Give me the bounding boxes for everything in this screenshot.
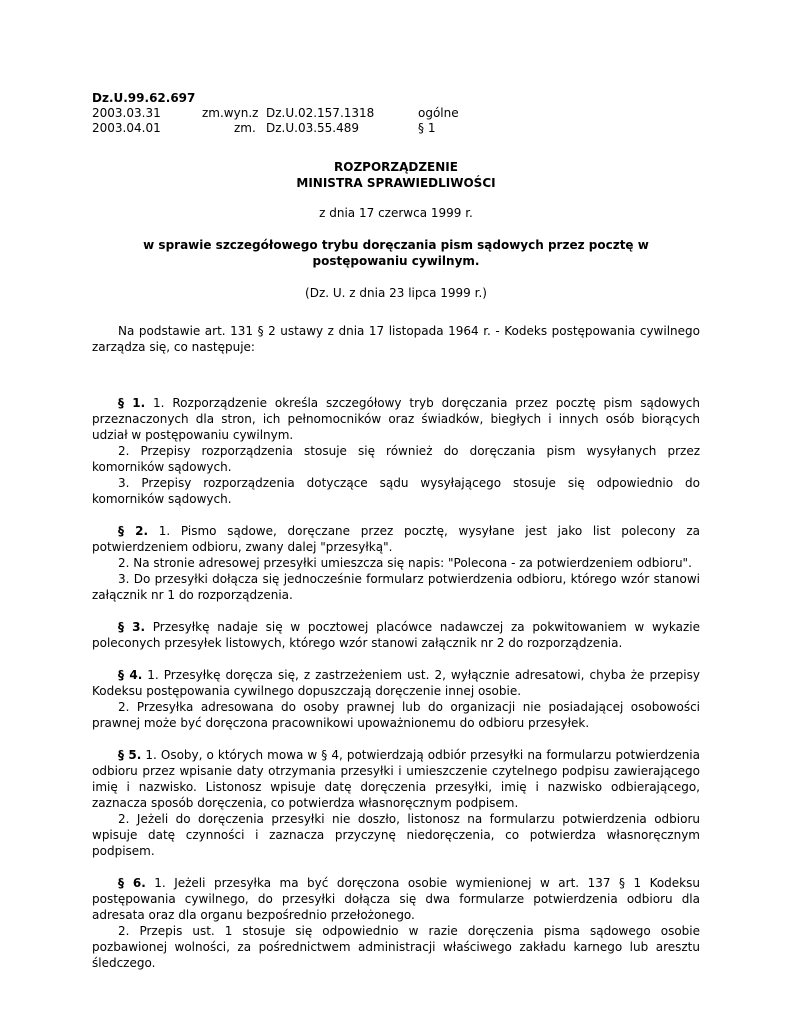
paragraph-text: 1. Jeżeli przesyłka ma być doręczona osobie wymienionej w art. 137 § 1 Kodeksu postępowania cywilnego, do przesyłki dołącza się dwa formularze potwierdzenia odbioru dla adresata oraz dla organu bezpośrednio przełożonego. — [92, 876, 700, 922]
amendment-date: 2003.03.31 — [92, 106, 161, 120]
amendment-row — [92, 121, 700, 136]
paragraph-text: 2. Na stronie adresowej przesyłki umieszcza się napis: "Polecona - za potwierdzeniem odbioru". — [118, 556, 692, 570]
section-number: § 3. — [118, 620, 146, 634]
section-number: § 4. — [118, 668, 143, 682]
paragraph-text: 2. Przepisy rozporządzenia stosuje się również do doręczania pism wysyłanych przez komorników sądowych. — [92, 444, 700, 474]
paragraph-text: 1. Przesyłkę doręcza się, z zastrzeżeniem ust. 2, wyłącznie adresatowi, chyba że przepisy Kodeksu postępowania cywilnego dopuszczają doręczenie innej osobie. — [92, 668, 700, 698]
section-number: § 1. — [118, 396, 146, 410]
act-type-line: ROZPORZĄDZENIE — [334, 160, 458, 174]
paragraph — [92, 875, 700, 923]
preamble: Na podstawie art. 131 § 2 ustawy z dnia 17 listopada 1964 r. - Kodeks postępowania cywilnego zarządza się, co następuje: — [92, 324, 700, 354]
paragraph-text: 3. Przepisy rozporządzenia dotyczące sądu wysyłającego stosuje się odpowiednio do komorników sądowych. — [92, 476, 700, 506]
amendment-source: Dz.U.02.157.1318 — [266, 106, 375, 120]
paragraph-text: 2. Jeżeli do doręczenia przesyłki nie doszło, listonosz na formularzu potwierdzenia odbioru wpisuje datę czynności i zaznacza przyczynę niedoręczenia, co potwierdza własnoręcznym podpisem. — [92, 812, 700, 858]
section — [92, 875, 700, 971]
paragraph-text: Przesyłkę nadaje się w pocztowej placówce nadawczej za pokwitowaniem w wykazie poleconych przesyłek listowych, którego wzór stanowi załącznik nr 2 do rozporządzenia. — [92, 620, 700, 650]
amendment-date: 2003.04.01 — [92, 121, 161, 135]
section — [92, 395, 700, 507]
paragraph — [92, 523, 700, 555]
section-number: § 6. — [118, 876, 146, 890]
section-number: § 2. — [118, 524, 148, 538]
act-date: z dnia 17 czerwca 1999 r. — [319, 206, 473, 220]
paragraph — [92, 571, 700, 603]
paragraph — [92, 395, 700, 443]
paragraph-text: 1. Rozporządzenie określa szczegółowy tryb doręczania przez pocztę pism sądowych przeznaczonych dla stron, ich pełnomocników oraz świadków, biegłych i innych osób biorących udział w postępowaniu cywilnym. — [92, 396, 700, 442]
act-publication: (Dz. U. z dnia 23 lipca 1999 r.) — [305, 286, 487, 300]
paragraph-text: 2. Przepis ust. 1 stosuje się odpowiednio w razie doręczenia pisma sądowego osobie pozbawionej wolności, za pośrednictwem administracji właściwego zakładu karnego lub aresztu śledczego. — [92, 924, 700, 970]
section — [92, 747, 700, 859]
paragraph — [92, 443, 700, 475]
sections — [92, 395, 700, 971]
paragraph — [92, 923, 700, 971]
paragraph — [92, 475, 700, 507]
paragraph-text: 1. Pismo sądowe, doręczane przez pocztę, wysyłane jest jako list polecony za potwierdzeniem odbioru, zwany dalej "przesyłką". — [92, 524, 700, 554]
document-page — [92, 91, 700, 971]
act-type — [92, 159, 700, 191]
paragraph — [92, 699, 700, 731]
paragraph-text: 1. Osoby, o których mowa w § 4, potwierdzają odbiór przesyłki na formularzu potwierdzenia odbioru przez wpisanie daty otrzymania przesyłki i umieszczenie czytelnego podpisu zawierającego imię i nazwisko. Listonosz wpisuje datę doręczenia przesyłki, imię i nazwisko odbierającego, zaznacza sposób doręczenia, co potwierdza własnoręcznym podpisem. — [92, 748, 700, 810]
section-number: § 5. — [118, 748, 142, 762]
amendment-source: Dz.U.03.55.489 — [266, 121, 360, 135]
paragraph — [92, 747, 700, 811]
amendment-type: zm. — [234, 121, 256, 135]
amendment-scope: § 1 — [418, 121, 436, 135]
paragraph — [92, 555, 700, 571]
paragraph — [92, 811, 700, 859]
act-title: w sprawie szczegółowego trybu doręczania pism sądowych przez pocztę w postępowaniu cywilnym. — [143, 238, 649, 268]
amendment-row — [92, 106, 700, 121]
paragraph-text: 3. Do przesyłki dołącza się jednocześnie formularz potwierdzenia odbioru, którego wzór stanowi załącznik nr 1 do rozporządzenia. — [92, 572, 700, 602]
journal-reference: Dz.U.99.62.697 — [92, 91, 196, 105]
amendment-type: zm.wyn.z — [202, 106, 259, 120]
act-issuer-line: MINISTRA SPRAWIEDLIWOŚCI — [296, 176, 496, 190]
amendment-scope: ogólne — [418, 106, 459, 120]
paragraph-text: 2. Przesyłka adresowana do osoby prawnej lub do organizacji nie posiadającej osobowości prawnej może być doręczona pracownikowi upoważnionemu do odbioru przesyłek. — [92, 700, 700, 730]
section — [92, 619, 700, 651]
section — [92, 667, 700, 731]
section — [92, 523, 700, 603]
paragraph — [92, 619, 700, 651]
paragraph — [92, 667, 700, 699]
